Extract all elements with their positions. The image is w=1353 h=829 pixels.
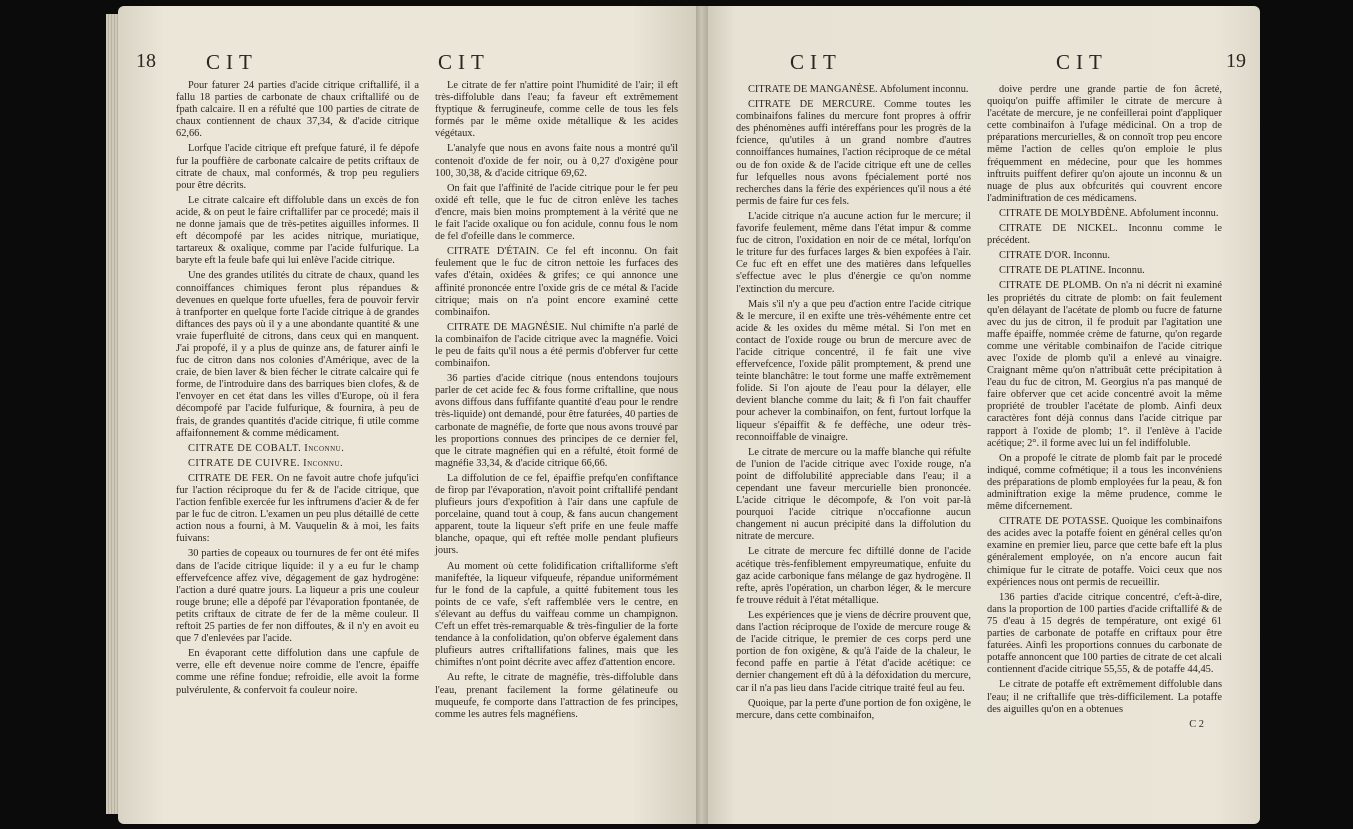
paragraph: L'analyfe que nous en avons faite nous a montré qu'il contenoit d'oxide de fer noir, ou à 0,27 d'oxigène pour 100, 30,38, & d'acide citrique 69,62.	[435, 143, 678, 179]
paragraph: Au moment où cette folidification criftalliforme s'eft manifeftée, la liqueur vifqueufe, répandue uniformément fur le fond de la capfule, a quitté fubitement tous les points de ce vafe, s'eft raffemblée vers le centre, en s'élevant au deffus du vaiffeau comme un champignon. C'eft un effet très-remarquable & très-fingulier de la forte tendance à la confolidation, qu'on obferve également dans plufieurs autres criftallifations falines, mais que les chimiftes n'ont point décrite avec affez d'attention encore.	[435, 560, 678, 669]
right-page-header	[736, 50, 1246, 80]
left-page-header	[136, 50, 678, 80]
paragraph: CITRATE DE FER. On ne favoit autre chofe jufqu'ici fur l'action réciproque du fer & de l'acide citrique, que l'action fenfible exercée fur les inftrumens d'acier & de fer par le fuc de citron. L'examen un peu plus détaillé de cette action nous a fourni, à M. Vauquelin & à moi, les faits fuivans:	[176, 472, 419, 545]
text-column	[736, 84, 971, 731]
running-head: CIT	[790, 50, 842, 74]
paragraph: Au refte, le citrate de magnéfie, très-diffoluble dans l'eau, prenant facilement la forme gélatineufe ou muqueufe, fe comporte dans l'attraction de fes principes, comme les autres fels magnéfiens.	[435, 672, 678, 720]
paragraph: On a propofé le citrate de plomb fait par le procedé indiqué, comme cofmétique; il a tous les inconvéniens des préparations de plomb employées fur la peau, & fon adminiftration exige la même prudence, comme le même difcernement.	[987, 452, 1222, 513]
paragraph: Pour faturer 24 parties d'acide citrique criftallifé, il a fallu 18 parties de carbonate de chaux criftallifé ou de fpath calcaire. Il en a réfulté que 100 parties de citrate de chaux contiennent de chaux 37,34, & d'acide citrique 62,66.	[176, 80, 419, 140]
paragraph: CITRATE DE MOLYBDÈNE. Abfolument inconnu.	[999, 207, 1219, 219]
paragraph: Une des grandes utilités du citrate de chaux, quand les connoiffances chimiques feront plus répandues & devenues en quelque forte ufuelles, fera de pouvoir fervir à tranfporter en quelque forte l'acide citrique à de grandes diftances des pays où il y a une abondante quantité & une vraie fuperfluité de citrons, dans ceux qui en manquent. J'ai propofé, il y a plus de quinze ans, de faturer ainfi le fuc de citron dans nos colonies d'Amérique, avec de la craie, de bien laver & bien fécher le citrate calcaire qui fe forme, de l'introduire dans des barriques bien clofes, & de l'envoyer en cet état dans les villes d'Europe, où il fera décompofé par l'acide fulfurique, & fournira, à peu de frais, de grandes quantités d'acide citrique, fi utile comme affaifonnement & comme médicament.	[176, 270, 419, 439]
page-number: 18	[136, 50, 156, 72]
paragraph: Lorfque l'acide citrique eft prefque faturé, il fe dépofe fur la pouffière de carbonate calcaire de petits criftaux de citrate de chaux, mal conformés, & trop peu reguliers pour être décrits.	[176, 143, 419, 191]
right-page-columns	[736, 84, 1222, 731]
text-column	[176, 80, 419, 724]
left-page-columns	[176, 80, 678, 724]
right-page	[702, 6, 1260, 824]
open-book	[118, 6, 1260, 824]
left-page	[118, 6, 702, 824]
paragraph: CITRATE DE MANGANÈSE. Abfolument inconnu.	[748, 84, 969, 95]
page-edges	[106, 14, 118, 814]
paragraph: Mais s'il n'y a que peu d'action entre l'acide citrique & le mercure, il en exifte une très-véhémente entre cet acide & les oxides du même métal. Si l'on met en contact de l'oxide rouge ou brun de mercure avec de l'acide citrique concentré, il fe fait une vive effervefcence, l'oxide pâlit promptement, & prend une teinte blanchâtre: le tout forme une maffe extrêmement folide. Si l'on ajoute de l'eau pour la délayer, elle devient blanche comme du lait; & fi l'on fait chauffer pour achever la combinaifon, on fent, furtout lorfque la liqueur s'épaiffit & fe deffèche, une odeur très-reconnoiffable de vinaigre.	[736, 298, 971, 443]
paragraph: Quoique, par la perte d'une portion de fon oxigène, le mercure, dans cette combinaifon,	[736, 697, 971, 721]
paragraph: Le citrate de mercure fec diftillé donne de l'acide acétique très-fenfiblement empyreumatique, enfuite du gaz acide carbonique fans mélange de gaz hydrogène. Il refte, après l'opération, un charbon léger, & le mercure fe trouve réduit à l'état métallique.	[736, 546, 971, 606]
entry-heading: CITRATE DE COBALT. Inconnu.	[188, 442, 345, 454]
paragraph: Le citrate de potaffe eft extrêmement diffoluble dans l'eau; il ne criftallife que très-difficilement. La potaffe des aiguilles qu'on en a obtenues	[987, 679, 1222, 715]
paragraph: Le citrate de fer n'attire point l'humidité de l'air; il eft très-diffoluble dans l'eau; fa faveur eft extrêmement ftyptique & ferrugineufe, comme celle de tous les fels formés par le même oxide métallique & les acides végétaux.	[435, 80, 678, 140]
paragraph: 36 parties d'acide citrique (nous entendons toujours parler de cet acide fec & fous forme criftalline, que nous avons diffous dans fuffifante quantité d'eau pour le rendre très-liquide) ont demandé, pour être faturées, 40 parties de carbonate de magnéfie, de forte que nous avons trouvé par les proportions connues des principes de ce dernier fel, que le citrate magnéfien qui en a réfulté, étoit formé de magnéfie 33,34, & d'acide citrique 66,66.	[435, 373, 678, 469]
running-head: CIT	[1056, 50, 1108, 74]
paragraph: Les expériences que je viens de décrire prouvent que, dans l'action réciproque de l'oxide de mercure rouge & de l'acide citrique, le premier de ces corps perd une portion de fon oxigène, & qu'à l'aide de la chaleur, le fecond paffe en partie à l'état d'acide acétique: ce dernier changement eft dû à la défoxidation du mercure, car il n'a pas lieu dans l'acide citrique traité feul au feu.	[736, 609, 971, 694]
paragraph: 30 parties de copeaux ou tournures de fer ont été mifes dans de l'acide citrique liquide: il y a eu fur le champ effervefcence affez vive, dégagement de gaz hydrogène: l'action a duré quatre jours. La liqueur a pris une couleur rouge brune; elle a dépofé par l'évaporation fpontanée, de petits criftaux de citrate de fer de la même couleur. Il reftoit 25 parties de fer non diffoutes, & il n'y en avoit eu que 7 d'enlevées par l'acide.	[176, 548, 419, 645]
paragraph: En évaporant cette diffolution dans une capfule de verre, elle eft devenue noire comme de l'encre, épaiffe comme une réfine fondue; refroidie, elle avoit la forme pulvérulente, & confervoit fa couleur noire.	[176, 648, 419, 696]
running-head: CIT	[206, 50, 258, 74]
paragraph: CITRATE DE MAGNÉSIE. Nul chimifte n'a parlé de la combinaifon de l'acide citrique avec la magnéfie. Voici le peu de faits qu'il nous a été permis d'obferver fur cette combinaifon.	[435, 321, 678, 370]
paragraph: On fait que l'affinité de l'acide citrique pour le fer peu oxidé eft telle, que le fuc de citron enlève les taches d'encre, mais bien moins promptement à la vérité que ne le fait l'acide oxalique ou fon acidule, connu fous le nom de fel d'ofeille dans le commerce.	[435, 182, 678, 243]
paragraph: CITRATE DE PLOMB. On n'a ni décrit ni examiné les propriétés du citrate de plomb: on fait feulement qu'en délayant de l'acétate de plomb ou fucre de faturne avec du jus de citron, il fe produit par l'agitation une maffe épaiffe, nommée crème de faturne, qu'on regarde comme une véritable combinaifon de l'acide citrique avec l'oxide de plomb qu'il a enlevé au vinaigre. Craignant même qu'on n'attribuât cette précipitation à l'eau du fuc de citron, M. Georgius n'a pas manqué de faire obferver que cet acide concentré avoit la même propriété de troubler l'acétate de plomb. Ainfi deux caractères font déjà connus dans l'acide citrique par rapport à l'oxide de plomb; 1°. il l'enlève à l'acide acétique; 2°. il forme avec lui un fel indiffoluble.	[987, 280, 1222, 449]
paragraph: L'acide citrique n'a aucune action fur le mercure; il favorife feulement, même dans l'état impur & comme fuc de citron, l'oxidation en noir de ce métal, lorfqu'on le triture fur des furfaces larges & bien expofées à l'air. Ce fuc eft en effet une des matières dans lefquelles s'effectue avec le plus d'énergie ce qu'on nomme l'extinction du mercure.	[736, 210, 971, 295]
paragraph: 136 parties d'acide citrique concentré, c'eft-à-dire, dans la proportion de 100 parties d'acide criftallifé & de 75 d'eau à 15 degrés de température, ont exigé 61 parties de carbonate de potaffe en criftaux pour être faturées. Ainfi les proportions connues du carbonate de potaffe annoncent que 100 parties de citrate de cet alcali contiennent d'acide citrique 55,55, & de potaffe 44,45.	[987, 591, 1222, 676]
entry-heading: CITRATE DE CUIVRE. Inconnu.	[188, 457, 344, 469]
text-column	[435, 80, 678, 724]
paragraph: Le citrate de mercure ou la maffe blanche qui réfulte de l'union de l'acide citrique avec l'oxide rouge, n'a point de diffolubilité appreciable dans l'eau; il a cependant une faveur mercurielle bien prononcée. L'acide citrique le décompofe, & l'on voit par-là pourquoi l'acide citrique n'occafionne aucun changement ni aucun précipité dans la diffolution du nitrate de mercure.	[736, 446, 971, 543]
book-gutter	[696, 6, 708, 824]
paragraph: CITRATE D'ÉTAIN. Ce fel eft inconnu. On fait feulement que le fuc de citron nettoie les furfaces des vafes d'étain, oxidées & grifes; ce qui annonce une affinité prononcée entre l'oxide gris de ce métal & l'acide citrique; mais on n'a point encore examiné cette combinaifon.	[435, 246, 678, 318]
paragraph: CITRATE DE POTASSE. Quoique les combinaifons des acides avec la potaffe foient en général celles qu'on examine en premier lieu, parce que cette bafe eft la plus généralement employée, on n'a encore aucun fait chimique fur le citrate de potaffe. Voici ceux que nos expériences nous ont permis de recueillir.	[987, 516, 1222, 588]
paragraph: CITRATE DE MERCURE. Comme toutes les combinaifons falines du mercure font propres à offrir des phénomènes auffi intéreffans pour les progrès de la fcience, qu'utiles à un grand nombre d'autres connoiffances humaines, l'action réciproque de ce métal ou de fon oxide & de l'acide citrique eft une de celles fur lefquelles nous avons fpécialement porté nos recherches dans la férie des expériences qu'il nous a été permis de faire fur ces fels.	[736, 99, 971, 207]
page-number: 19	[1226, 50, 1246, 72]
running-head: CIT	[438, 50, 490, 74]
paragraph: La diffolution de ce fel, épaiffie prefqu'en confiftance de firop par l'évaporation, n'avoit point criftallifé pendant plufieurs jours d'expofition à l'air dans une capfule de porcelaine, quand tout à coup, & fans aucun changement apparent, toute la liqueur s'eft prife en une feule maffe blanche, opaque, qui eft reftée molle pendant plufieurs jours.	[435, 472, 678, 557]
text-column	[987, 84, 1222, 731]
paragraph: Le citrate calcaire eft diffoluble dans un excès de fon acide, & on peut le faire criftallifer par ce procedé; mais il ne donne jamais que de très-petites aiguilles informes. Il eft décompofé par les acides nitrique, muriatique, tartareux & oxalique, comme par l'acide fulfurique. La baryte eft la feule bafe qui lui enlève l'acide citrique.	[176, 194, 419, 267]
paragraph: doive perdre une grande partie de fon âcreté, quoiqu'on puiffe affimiler le citrate de mercure à l'acétate de mercure, je ne confeillerai point d'appliquer cette combinaifon à l'ufage médicinal. On a trop de préparations mercurielles, & on connoît trop peu encore même l'action de celles qu'on emploie le plus fréquemment en médecine, pour que les hommes inftruits puiffent defirer qu'on ajoute un inconnu & un nuage de plus aux obfcurités qui couvrent encore l'adminiftration de ces médicamens.	[987, 84, 1222, 204]
paragraph: CITRATE DE PLATINE. Inconnu.	[999, 265, 1145, 277]
paragraph: CITRATE D'OR. Inconnu.	[999, 250, 1110, 262]
paragraph: CITRATE DE NICKEL. Inconnu comme le précédent.	[987, 223, 1222, 247]
signature-mark: C 2	[1189, 718, 1204, 730]
